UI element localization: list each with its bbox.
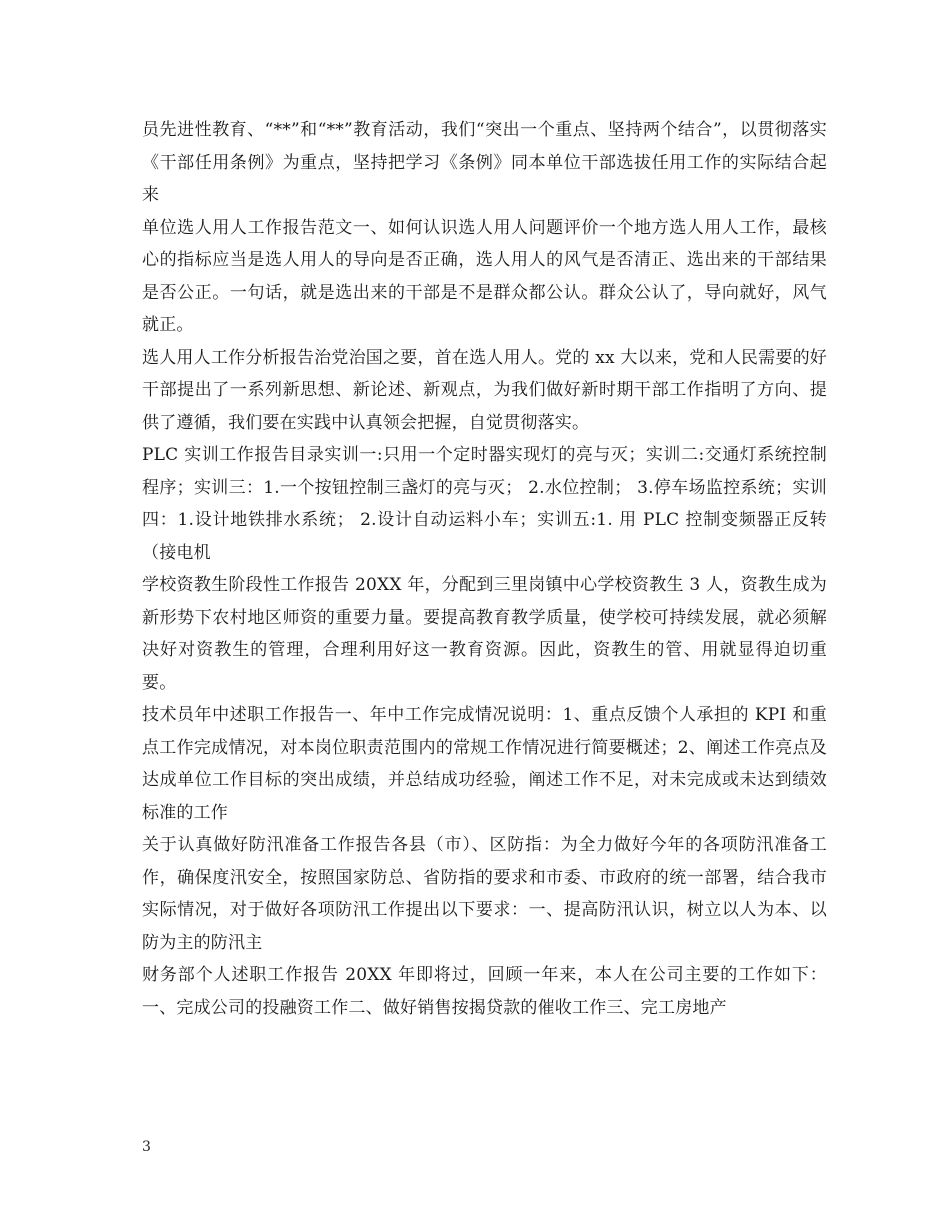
- paragraph-personnel-analysis-report: 选人用人工作分析报告治党治国之要，首在选人用人。党的 xx 大以来，党和人民需要的好干部提出了一系列新思想、新论述、新观点，为我们做好新时期干部工作指明了方向、提供了遵循，我们要在实践中认真领会把握，自觉贯彻落实。: [142, 347, 827, 433]
- document-body: [142, 114, 827, 1024]
- paragraph-plc-training-report: PLC 实训工作报告目录实训一:只用一个定时器实现灯的亮与灭；实训二:交通灯系统控制程序；实训三：1.一个按钮控制三盏灯的亮与灭； 2.水位控制； 3.停车场监控系统；实训四：1.设计地铁排水系统； 2.设计自动运料小车；实训五:1. 用 PLC 控制变频器正反转（接电机: [142, 445, 827, 563]
- paragraph-school-teacher-report: 学校资教生阶段性工作报告 20XX 年，分配到三里岗镇中心学校资教生 3 人，资教生成为新形势下农村地区师资的重要力量。要提高教育教学质量，使学校可持续发展，就必须解决好对资教生的管理，合理利用好这一教育资源。因此，资教生的管、用就显得迫切重要。: [142, 575, 827, 693]
- paragraph-continuation: 员先进性教育、“**”和“**”教育活动，我们“突出一个重点、坚持两个结合”，以贯彻落实《干部任用条例》为重点，坚持把学习《条例》同本单位干部选拔任用工作的实际结合起来: [142, 120, 827, 205]
- paragraph-flood-prevention-report: 关于认真做好防汛准备工作报告各县（市）、区防指：为全力做好今年的各项防汛准备工作，确保度汛安全，按照国家防总、省防指的要求和市委、市政府的统一部署，结合我市实际情况，对于做好各项防汛工作提出以下要求：一、提高防汛认识，树立以人为本、以防为主的防汛主: [142, 835, 827, 953]
- paragraph-personnel-selection-report: 单位选人用人工作报告范文一、如何认识选人用人问题评价一个地方选人用人工作，最核心的指标应当是选人用人的导向是否正确，选人用人的风气是否清正、选出来的干部结果是否公正。一句话，就是选出来的干部是不是群众都公认。群众公认了，导向就好，风气就正。: [142, 217, 827, 335]
- paragraph-technician-report: 技术员年中述职工作报告一、年中工作完成情况说明：1、重点反馈个人承担的 KPI 和重点工作完成情况，对本岗位职责范围内的常规工作情况进行简要概述；2、阐述工作亮点及达成单位工作目标的突出成绩，并总结成功经验，阐述工作不足，对未完成或未达到绩效标准的工作: [142, 705, 827, 823]
- page-number: 3: [142, 1139, 151, 1155]
- paragraph-finance-report: 财务部个人述职工作报告 20XX 年即将过，回顾一年来，本人在公司主要的工作如下：一、完成公司的投融资工作二、做好销售按揭贷款的催收工作三、完工房地产: [142, 965, 827, 1018]
